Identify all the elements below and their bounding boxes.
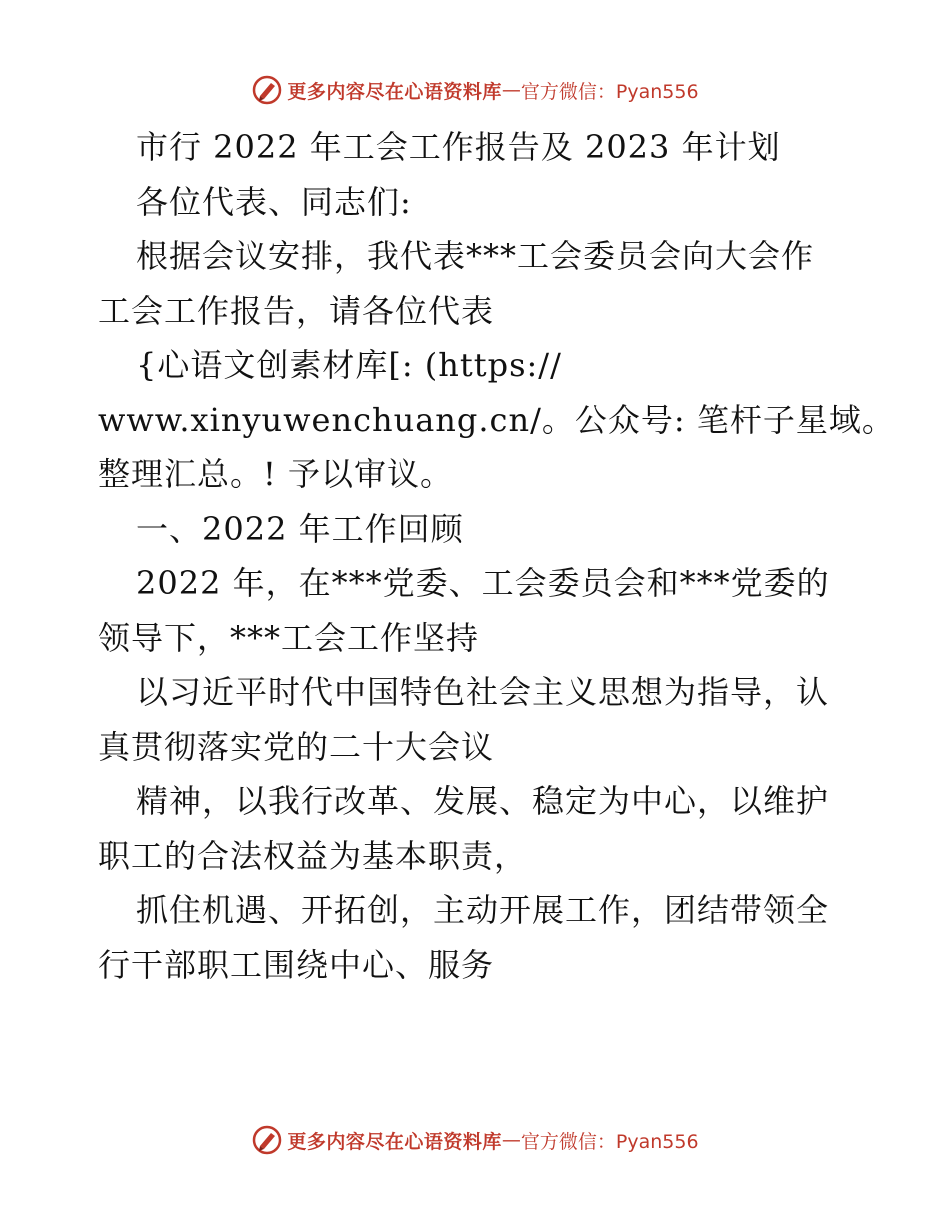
- watermark-main-text: 更多内容尽在心语资料库: [287, 80, 502, 103]
- text-line: 职工的合法权益为基本职责，: [98, 836, 528, 875]
- text-line: 抓住机遇、开拓创，主动开展工作，团结带领全: [136, 891, 830, 929]
- text-line: 一、2022 年工作回顾: [136, 509, 464, 548]
- watermark-sub-text: 官方微信：Pyan556: [520, 80, 699, 103]
- text-line: {心语文创素材库[: (https://: [136, 346, 562, 384]
- watermark-banner-top: [0, 70, 950, 110]
- text-line: 2022 年，在***党委、工会委员会和***党委的: [136, 564, 830, 602]
- text-line: 领导下，***工会工作坚持: [98, 618, 480, 657]
- text-line: www.xinyuwenchuang.cn/。公众号: 笔杆子星域。: [98, 400, 895, 439]
- text-line: 根据会议安排，我代表***工会委员会向大会作: [136, 237, 815, 275]
- watermark-sub-text: 官方微信：Pyan556: [520, 1130, 699, 1153]
- text-line: 整理汇总。! 予以审议。: [98, 455, 454, 493]
- text-line: 市行 2022 年工会工作报告及 2023 年计划: [136, 128, 781, 166]
- text-line: 工会工作报告，请各位代表: [98, 291, 495, 330]
- text-line: 精神，以我行改革、发展、稳定为中心，以维护: [136, 782, 830, 820]
- text-line: 以习近平时代中国特色社会主义思想为指导，认: [136, 673, 830, 711]
- pen-logo-icon: [251, 74, 283, 106]
- watermark-banner-bottom: [0, 1120, 950, 1160]
- text-line: 行干部职工围绕中心、服务: [98, 945, 495, 984]
- watermark-main-text: 更多内容尽在心语资料库: [287, 1130, 502, 1153]
- watermark-separator: —: [501, 79, 521, 101]
- pen-logo-icon: [251, 1124, 283, 1156]
- text-line: 各位代表、同志们:: [136, 182, 412, 221]
- text-line: 真贯彻落实党的二十大会议: [98, 727, 495, 766]
- watermark-separator: —: [501, 1129, 521, 1151]
- document-body: [98, 120, 895, 992]
